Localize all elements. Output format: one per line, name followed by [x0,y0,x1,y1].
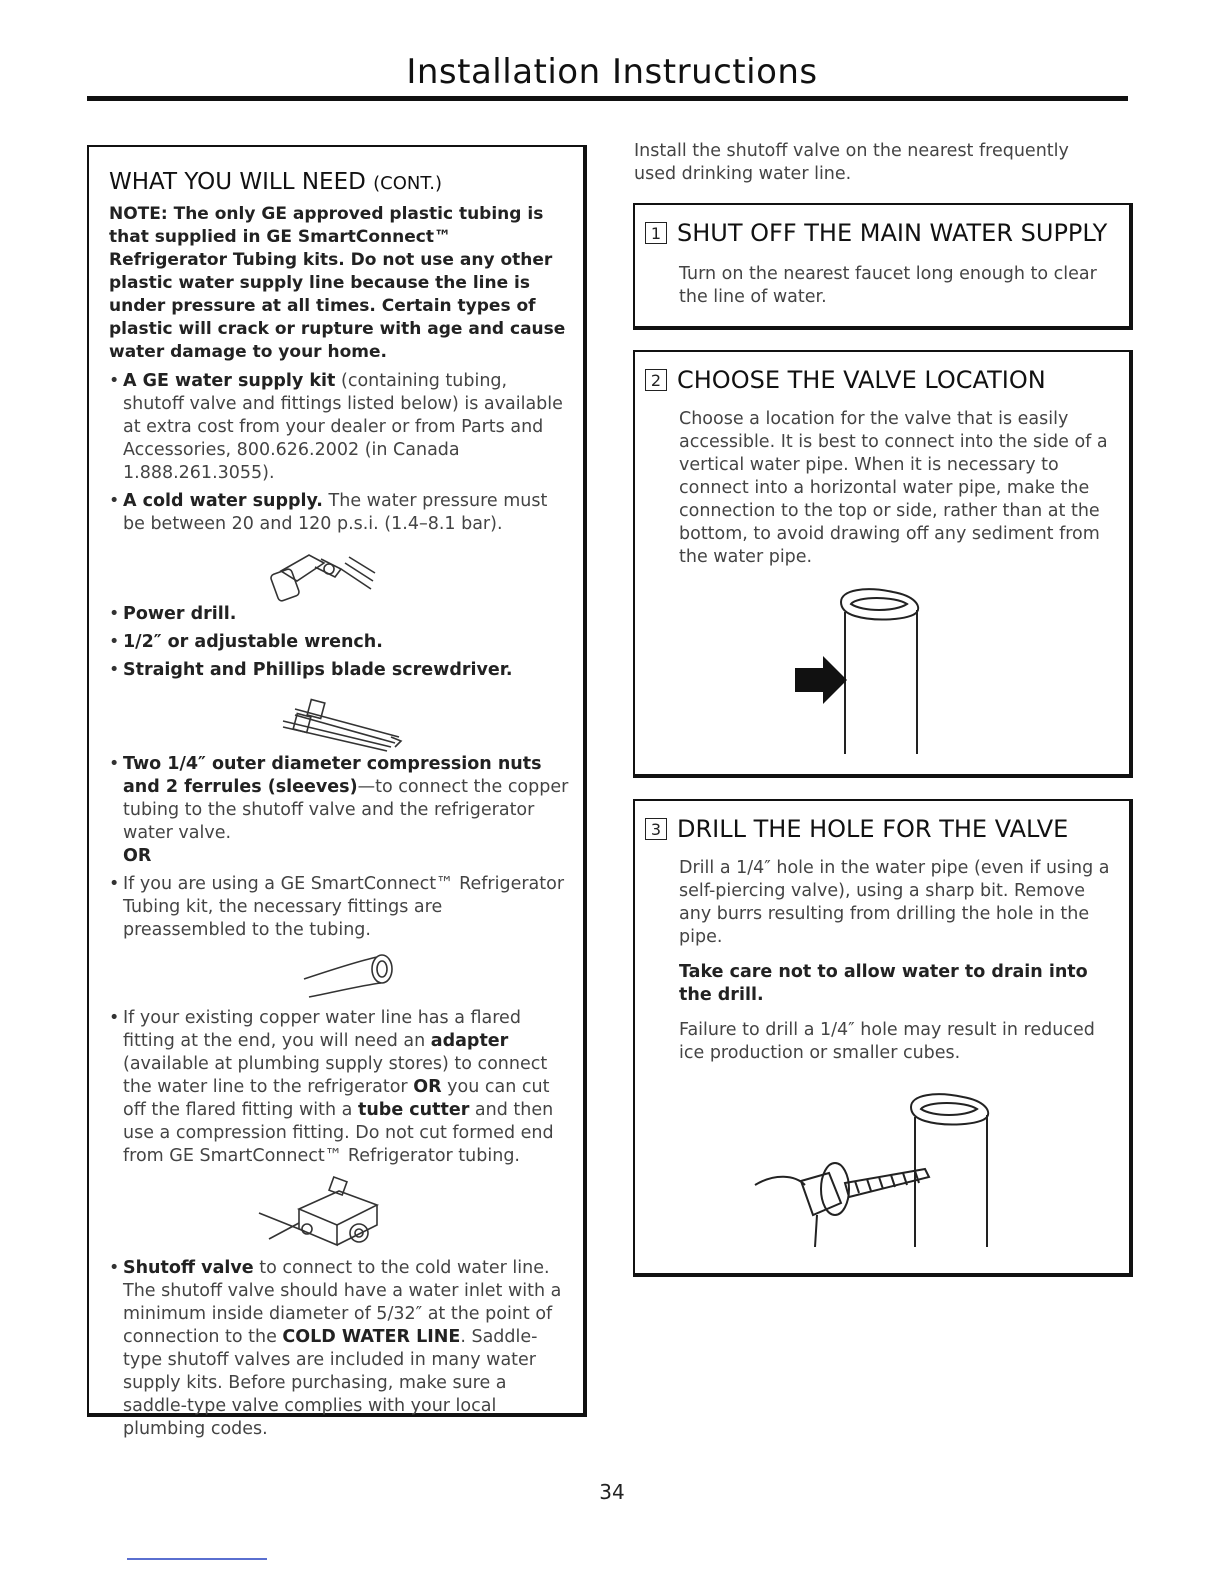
flared-text-1: If your existing copper water line has a flared fitting at the end, you will need an [123,1008,521,1051]
cold-bold: A cold water supply. [123,491,323,511]
adapter-list [109,1007,569,1168]
step-3-number: 3 [645,818,667,840]
footer-line [127,1558,267,1560]
list-item-flared [109,1007,569,1168]
heading-text: WHAT YOU WILL NEED [109,169,366,195]
needs-list [109,370,569,536]
list-item-screwdriver [109,659,569,682]
step-3-text: Drill a 1/4″ hole in the water pipe (even if using a self-piercing valve), using a sharp bit. Remove any burrs resulting from drilling the hole in the pipe. [679,858,1110,947]
title-rule [87,96,1128,101]
nuts-text: —to connect the copper tubing to the shutoff valve and the refrigerator water valve. [123,777,569,843]
step-1-title: SHUT OFF THE MAIN WATER SUPPLY [677,219,1108,247]
tubing-illustration [109,947,569,1007]
list-item-wrench [109,631,569,654]
list-item-nuts [109,753,569,868]
step-2-text: Choose a location for the valve that is easily accessible. It is best to connect into the side of a vertical water pipe. When it is necessary to connect into a horizontal water pipe, make the connection to the top or side, rather than at the bottom, to avoid drawing off any sediment from the water pipe. [679,409,1108,567]
step-1-text: Turn on the nearest faucet long enough to clear the line of water. [679,264,1097,307]
step-1-number: 1 [645,222,667,244]
nuts-bold: Two 1/4″ outer diameter compression nuts and 2 ferrules (sleeves) [123,754,542,797]
fittings-list [109,753,569,942]
valve-list [109,1257,569,1441]
step-3-header [645,815,1068,843]
tools-list [109,603,569,682]
list-item-cold-water [109,490,569,536]
valve-text-1: to connect to the cold water line. The shutoff valve should have a water inlet with a minimum inside diameter of 5/32″ at the point of connection to the [123,1258,562,1347]
flared-text-2: (available at plumbing supply stores) to connect the water line to the refrigerator [123,1054,548,1097]
flared-cutter: tube cutter [357,1100,470,1120]
wrench-label: 1/2″ or adjustable wrench. [123,632,383,652]
valve-text-2: . Saddle-type shutoff valves are included in many water supply kits. Before purchasing, make sure a saddle-type valve complies with your local plumbing codes. [123,1327,538,1439]
flared-text-4: and then use a compression fitting. Do not cut formed end from GE SmartConnect™ Refrigerator tubing. [123,1100,554,1166]
plastic-tubing-note: NOTE: The only GE approved plastic tubing is that supplied in GE SmartConnect™ Refrigerator Tubing kits. Do not use any other plastic water supply line because the line is under pressure at all times. Certain types of plastic will crack or rupture with age and cause water damage to your home. [109,204,566,362]
step-2-title: CHOOSE THE VALVE LOCATION [677,366,1046,394]
valve-bold: Shutoff valve [123,1258,254,1278]
step-1-header [645,219,1107,247]
step-3-warning: Take care not to allow water to drain into the drill. [679,962,1088,1005]
compression-nuts-illustration [109,687,569,753]
page-number: 34 [599,1480,625,1504]
or-label: OR [123,846,152,866]
flared-or: OR [413,1077,442,1097]
step-2-box [633,350,1133,778]
power-drill-illustration [109,541,569,603]
list-item-kit [109,370,569,485]
screwdriver-label: Straight and Phillips blade screwdriver. [123,660,513,680]
what-you-need-heading [109,169,569,195]
intro-text: Install the shutoff valve on the nearest frequently used drinking water line. [634,141,1069,184]
step-2-header [645,366,1046,394]
step-2-number: 2 [645,369,667,391]
step-3-body [679,857,1119,1077]
list-item-shutoff-valve [109,1257,569,1441]
valve-cold-line: COLD WATER LINE [282,1327,461,1347]
kit-bold: A GE water supply kit [123,371,336,391]
list-item-drill [109,603,569,626]
drill-pipe-illustration [745,1089,1025,1259]
list-item-smartconnect [109,873,569,942]
flared-adapter: adapter [430,1031,509,1051]
step-3-text-2: Failure to drill a 1/4″ hole may result in reduced ice production or smaller cubes. [679,1020,1095,1063]
page-title: Installation Instructions [406,52,818,92]
cold-text: The water pressure must be between 20 and 120 p.s.i. (1.4–8.1 bar). [123,491,548,534]
step-3-title: DRILL THE HOLE FOR THE VALVE [677,815,1069,843]
smartconnect-text: If you are using a GE SmartConnect™ Refrigerator Tubing kit, the necessary fittings are preassembled to the tubing. [123,874,565,940]
heading-suffix: (CONT.) [373,173,442,194]
vertical-pipe-illustration [775,584,975,764]
what-you-need-box [87,145,587,1439]
drill-label: Power drill. [123,604,237,624]
kit-text: (containing tubing, shutoff valve and fittings listed below) is available at extra cost from your dealer or from Parts and Accessories, 800.626.2002 (in Canada 1.888.261.3055). [123,371,563,483]
step-1-box [633,203,1133,330]
shutoff-valve-illustration [109,1173,569,1257]
step-3-box [633,799,1133,1277]
flared-text-3: you can cut off the flared fitting with a [123,1077,550,1120]
